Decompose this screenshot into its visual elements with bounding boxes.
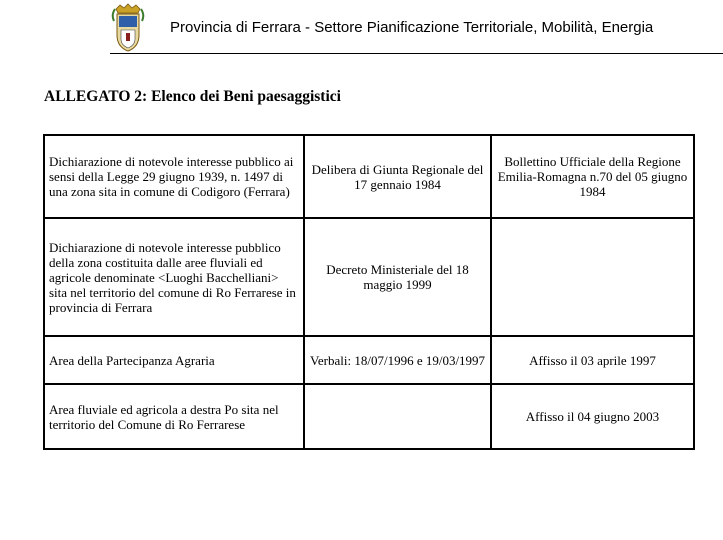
description-cell bbox=[44, 135, 304, 218]
table-row bbox=[44, 135, 694, 218]
act-text: Delibera di Giunta Regionale del 17 gennaio 1984 bbox=[311, 161, 484, 192]
description-text: Area fluviale ed agricola a destra Po sita nel territorio del Comune di Ro Ferrarese bbox=[49, 401, 279, 432]
description-cell bbox=[44, 384, 304, 449]
act-text: Verbali: 18/07/1996 e 19/03/1997 bbox=[309, 352, 486, 368]
description-cell bbox=[44, 218, 304, 336]
coat-of-arms-icon bbox=[110, 3, 146, 53]
description-text: Dichiarazione di notevole interesse pubblico ai sensi della Legge 29 giugno 1939, n. 1497 di una zona sita in comune di Codigoro (Ferrara) bbox=[49, 154, 294, 199]
publication-cell bbox=[491, 135, 694, 218]
table-row bbox=[44, 384, 694, 449]
table-row bbox=[44, 336, 694, 384]
page-header bbox=[0, 0, 723, 55]
act-cell bbox=[304, 336, 491, 384]
description-cell bbox=[44, 336, 304, 384]
act-cell bbox=[304, 135, 491, 218]
publication-cell bbox=[491, 336, 694, 384]
description-text: Area della Partecipanza Agraria bbox=[49, 352, 215, 368]
publication-text: Affisso il 04 giugno 2003 bbox=[525, 409, 660, 424]
act-text: Decreto Ministeriale del 18 maggio 1999 bbox=[326, 262, 469, 292]
publication-text: Affisso il 03 aprile 1997 bbox=[529, 352, 656, 368]
act-cell bbox=[304, 218, 491, 336]
table-row bbox=[44, 218, 694, 336]
document-heading: ALLEGATO 2: Elenco dei Beni paesaggistici bbox=[44, 88, 341, 105]
publication-text: Bollettino Ufficiale della Regione Emilia-Romagna n.70 del 05 giugno 1984 bbox=[497, 154, 688, 199]
act-cell bbox=[304, 384, 491, 449]
publication-cell bbox=[491, 384, 694, 449]
header-title: Provincia di Ferrara - Settore Pianificazione Territoriale, Mobilità, Energia bbox=[170, 19, 654, 36]
header-divider bbox=[110, 53, 723, 54]
beni-table bbox=[43, 134, 695, 450]
publication-cell bbox=[491, 218, 694, 336]
description-text: Dichiarazione di notevole interesse pubblico della zona costituita dalle aree fluviali ed agricole denominate <Luoghi Bacchelliani> sita nel territorio del comune di Ro Ferrarese in provincia di Ferrara bbox=[49, 239, 296, 315]
